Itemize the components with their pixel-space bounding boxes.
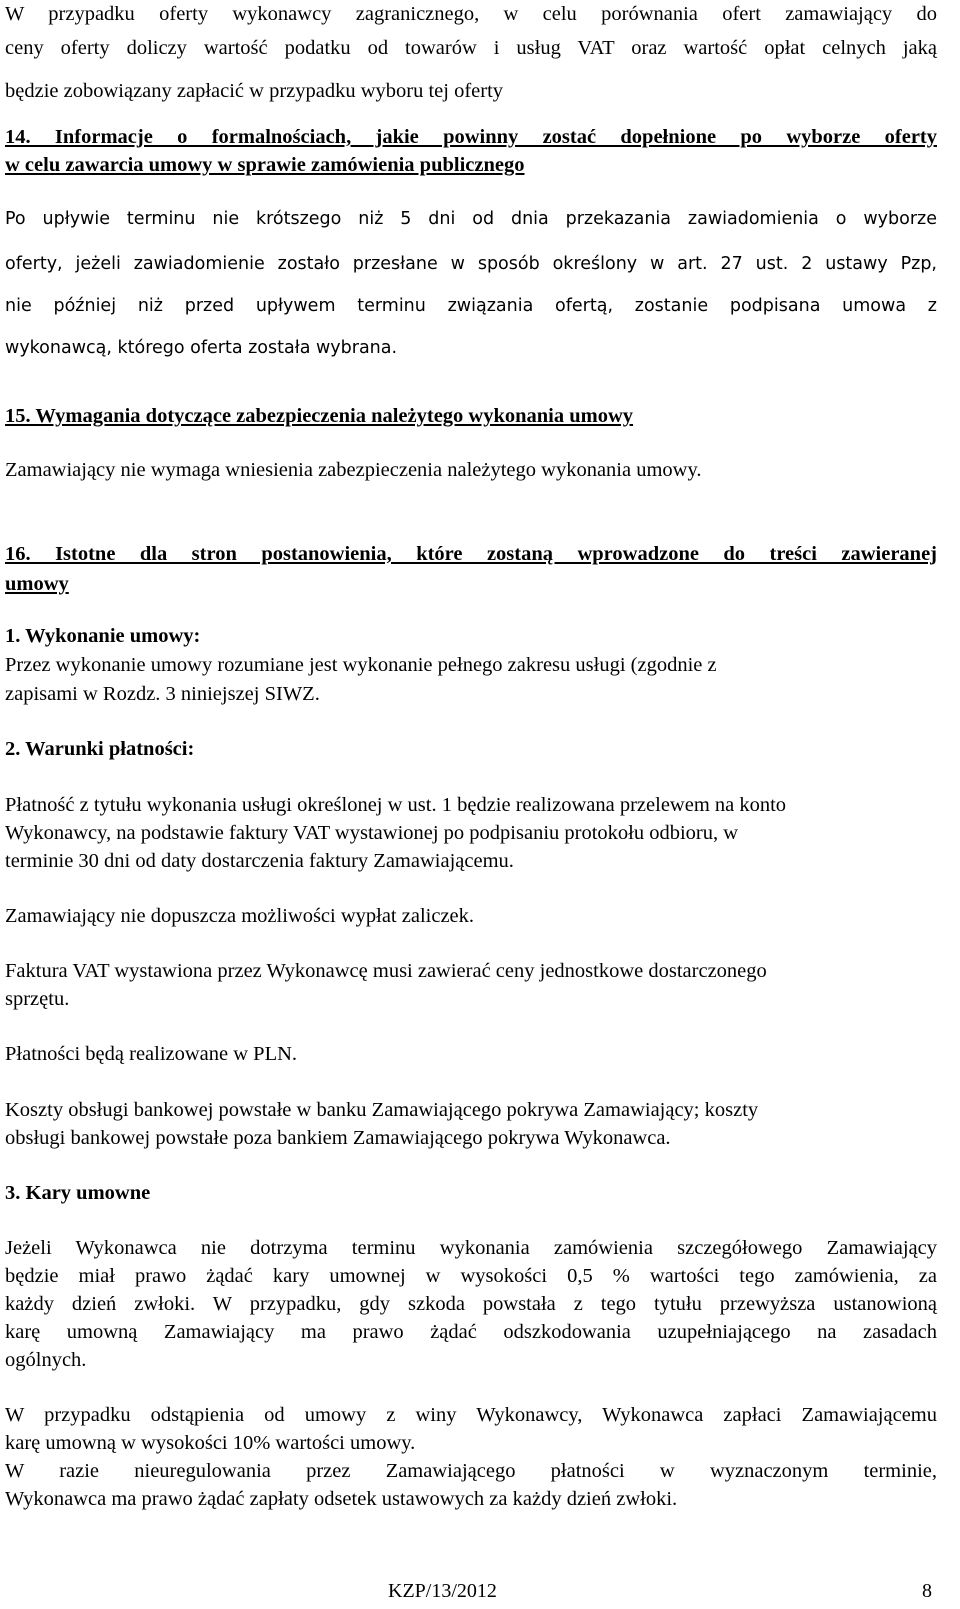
payment-text: Koszty obsługi bankowej powstałe w banku Zamawiającego pokrywa Zamawiający; koszty	[5, 1099, 759, 1121]
penalty-text: każdy dzień zwłoki. W przypadku, gdy szkoda powstała z tego tytułu przewyższa ustanowioną	[5, 1293, 937, 1315]
penalty-text: karę umowną w wysokości 10% wartości umowy.	[5, 1432, 416, 1454]
penalty-text: Wykonawca ma prawo żądać zapłaty odsetek ustawowych za każdy dzień zwłoki.	[5, 1488, 678, 1510]
section-15-title: 15. Wymagania dotyczące zabezpieczenia należytego wykonania umowy	[5, 405, 634, 427]
subsection-text: Przez wykonanie umowy rozumiane jest wykonanie pełnego zakresu usługi (zgodnie z	[5, 654, 717, 676]
payment-text: Faktura VAT wystawiona przez Wykonawcę musi zawierać ceny jednostkowe dostarczonego	[5, 960, 767, 982]
payment-text: Płatność z tytułu wykonania usługi określonej w ust. 1 będzie realizowana przelewem na konto	[5, 794, 787, 816]
payment-text: Płatności będą realizowane w PLN.	[5, 1043, 298, 1065]
section-15-text: Zamawiający nie wymaga wniesienia zabezpieczenia należytego wykonania umowy.	[5, 459, 702, 481]
page-number: 8	[922, 1580, 932, 1602]
penalty-text: Jeżeli Wykonawca nie dotrzyma terminu wykonania zamówienia szczegółowego Zamawiający	[5, 1237, 937, 1259]
section-14-text: Po upływie terminu nie krótszego niż 5 dni od dnia przekazania zawiadomienia o wyborze	[5, 209, 937, 229]
document-reference: KZP/13/2012	[388, 1580, 497, 1602]
section-14-text: oferty, jeżeli zawiadomienie zostało przesłane w sposób określony w art. 27 ust. 2 ustawy Pzp,	[5, 254, 937, 274]
subsection-heading: 2. Warunki płatności:	[5, 738, 195, 760]
section-14-text: wykonawcą, którego oferta została wybrana.	[5, 338, 398, 358]
subsection-heading: 1. Wykonanie umowy:	[5, 625, 201, 647]
penalty-text: będzie miał prawo żądać kary umownej w wysokości 0,5 % wartości tego zamówienia, za	[5, 1265, 937, 1287]
penalty-text: ogólnych.	[5, 1349, 87, 1371]
intro-line: W przypadku oferty wykonawcy zagranicznego, w celu porównania ofert zamawiający do	[5, 3, 937, 25]
section-14-title: w celu zawarcia umowy w sprawie zamówienia publicznego	[5, 154, 525, 176]
payment-text: Wykonawcy, na podstawie faktury VAT wystawionej po podpisaniu protokołu odbioru, w	[5, 822, 739, 844]
subsection-heading: 3. Kary umowne	[5, 1182, 151, 1204]
payment-text: terminie 30 dni od daty dostarczenia faktury Zamawiającemu.	[5, 850, 514, 872]
payment-text: obsługi bankowej powstałe poza bankiem Zamawiającego pokrywa Wykonawca.	[5, 1127, 671, 1149]
payment-text: Zamawiający nie dopuszcza możliwości wypłat zaliczek.	[5, 905, 475, 927]
intro-line: będzie zobowiązany zapłacić w przypadku wyboru tej oferty	[5, 80, 504, 102]
section-14-text: nie później niż przed upływem terminu związania ofertą, zostanie podpisana umowa z	[5, 296, 937, 316]
section-16-title: 16. Istotne dla stron postanowienia, które zostaną wprowadzone do treści zawieranej	[5, 543, 937, 565]
payment-text: sprzętu.	[5, 988, 70, 1010]
subsection-text: zapisami w Rozdz. 3 niniejszej SIWZ.	[5, 683, 320, 705]
section-16-title: umowy	[5, 573, 69, 595]
section-14-title: 14. Informacje o formalnościach, jakie powinny zostać dopełnione po wyborze oferty	[5, 126, 937, 148]
penalty-text: karę umowną Zamawiający ma prawo żądać odszkodowania uzupełniającego na zasadach	[5, 1321, 937, 1343]
penalty-text: W przypadku odstąpienia od umowy z winy Wykonawcy, Wykonawca zapłaci Zamawiającemu	[5, 1404, 937, 1426]
penalty-text: W razie nieuregulowania przez Zamawiającego płatności w wyznaczonym terminie,	[5, 1460, 937, 1482]
intro-line: ceny oferty doliczy wartość podatku od towarów i usług VAT oraz wartość opłat celnych jaką	[5, 37, 937, 59]
